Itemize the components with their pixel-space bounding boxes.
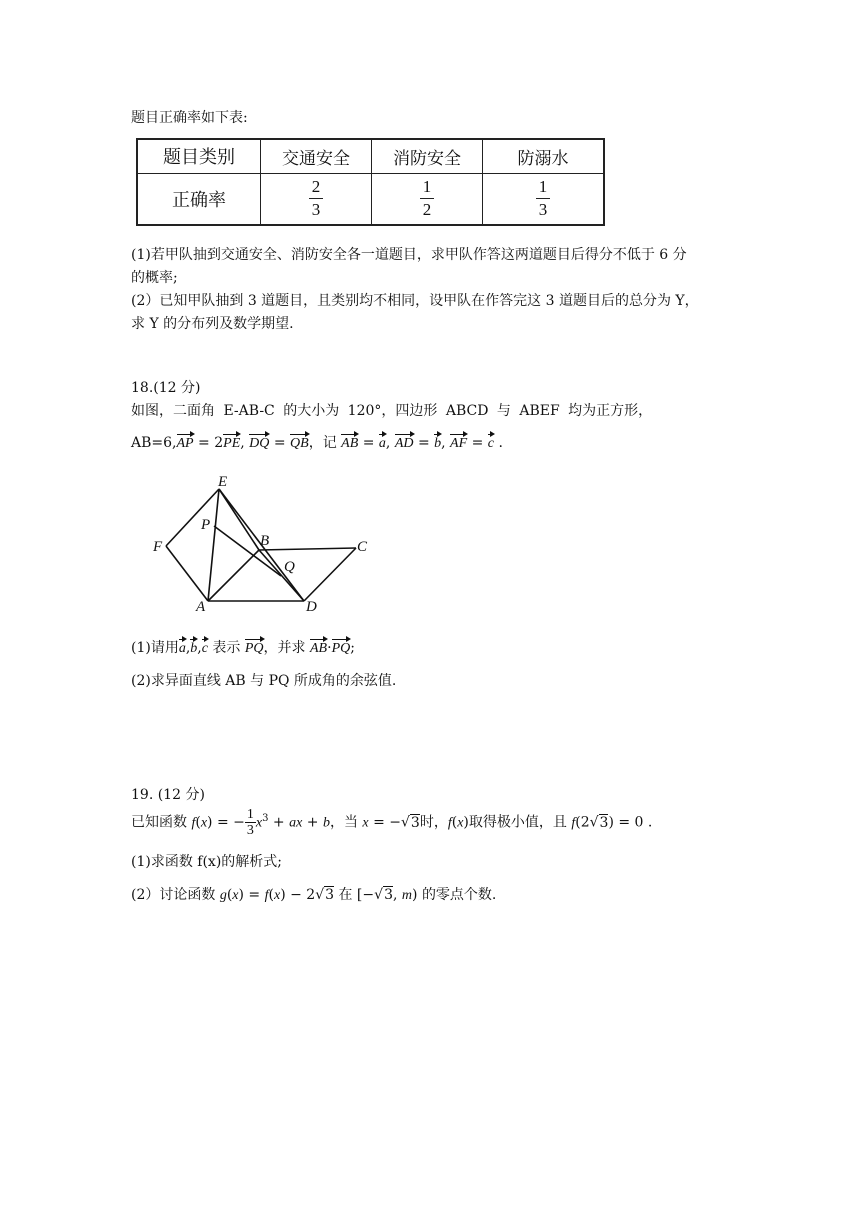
label-B: B — [260, 533, 270, 549]
q17-part2-line1: (2）已知甲队抽到 3 道题目，且类别均不相同，设甲队在作答完这 3 道题目后的总分为 Y， — [131, 293, 699, 309]
label-C: C — [357, 539, 368, 555]
table-intro: 题目正确率如下表: — [131, 110, 248, 126]
edge-BD — [259, 550, 304, 601]
table-cell-rate: $\frac{1}{3}$ — [483, 173, 605, 225]
table-cell-rate: $\frac{1}{2}$ — [372, 173, 483, 225]
edge-AB — [208, 550, 259, 601]
label-D: D — [306, 599, 317, 615]
table-header-cell: 消防安全 — [372, 139, 483, 173]
table-header-cell: 交通安全 — [261, 139, 372, 173]
label-F: F — [153, 539, 163, 555]
q19-heading: 19. (12 分) — [131, 787, 205, 803]
table-header-cell: 题目类别 — [137, 139, 261, 173]
q18-part1: (1)请用a,b,c 表示 PQ，并求 AB·PQ; — [131, 640, 355, 656]
edge-FA — [166, 546, 208, 601]
edge-EF — [166, 489, 219, 546]
label-E: E — [218, 474, 228, 490]
q19-part2: (2）讨论函数 g(x) = f(x) − 2√3 在 [−√3, m) 的零点个数. — [131, 887, 497, 903]
q17-part1-line2: 的概率; — [131, 270, 178, 286]
edge-EA — [208, 489, 219, 601]
table-header-cell: 防溺水 — [483, 139, 605, 173]
q19-part1: (1)求函数 f(x)的解析式; — [131, 854, 282, 870]
q18-heading: 18.(12 分) — [131, 380, 201, 396]
label-Q: Q — [284, 559, 295, 575]
edge-BC — [259, 548, 356, 550]
q19-line1: 已知函数 f(x) = − $\frac{1}{3}$ $x^3$ + ax + b，当 x = −√3时，f(x)取得极小值，且 f(2√3) = 0 . — [131, 807, 653, 838]
q17-part1-line1: (1)若甲队抽到交通安全、消防安全各一道题目，求甲队作答这两道题目后得分不低于 6 分 — [131, 247, 687, 263]
label-P: P — [201, 517, 211, 533]
accuracy-table — [136, 138, 605, 226]
table-row-label: 正确率 — [137, 173, 261, 225]
q18-line2: AB=6,AP = 2PE, DQ = QB，记 AB = a, AD = b, AF = c . — [131, 435, 503, 451]
label-A: A — [196, 599, 206, 615]
q18-part2: (2)求异面直线 AB 与 PQ 所成角的余弦值. — [131, 673, 397, 689]
edge-CD — [304, 548, 356, 601]
geometry-figure — [140, 470, 380, 620]
table-cell-rate: $\frac{2}{3}$ — [261, 173, 372, 225]
q18-line1: 如图，二面角 E-AB-C 的大小为 120°，四边形 ABCD 与 ABEF 均为正方形， — [131, 403, 653, 419]
q17-part2-line2: 求 Y 的分布列及数学期望. — [131, 316, 294, 332]
